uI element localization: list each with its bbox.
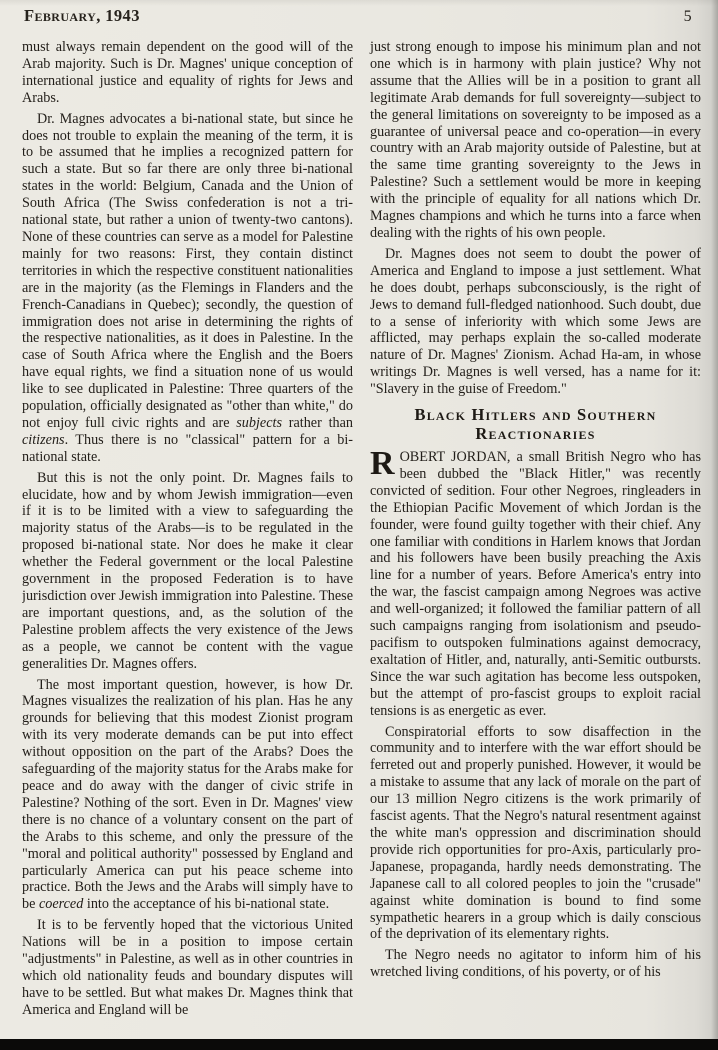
text-run: OBERT JORDAN, a small British Negro who has been dubbed the "Black Hitler," was recently convicted of sedition. Four other Negroes, ringleaders in the Ethiopian Pacific Movement of which Jordan is the founder, were found guilty together with their chief. Any one familiar with conditions in Harlem knows that Jordan and his followers have been busily preaching the Axis line for a number of years. Before America's entry into the war, the fascist campaign among Negroes was active and well-organized; it followed the familiar pattern of all such campaigns ranging from isolationism and pseudo-pacifism to outspoken fulminations against democracy, exaltation of Hitler, and, naturally, anti-Semitic outbursts. Since the war such agitation has become less outspoken, but the attempt of pro-fascist groups to exploit racial tensions is as energetic as ever. bbox=[370, 449, 701, 719]
paragraph bbox=[22, 470, 353, 673]
paragraph bbox=[370, 39, 701, 242]
text-run: Dr. Magnes advocates a bi-national state, but since he does not trouble to explain the meaning of the term, it is to be assumed that he implies a recognized pattern for such a state. But so far there are only three bi-national states in the world: Belgium, Canada and the Union of South Africa (The Swiss confederation is not a tri-national state, but rather a union of twenty-two cantons). None of these countries can serve as a model for Palestine mainly for two reasons: First, they contain distinct territories in which the respective constituent nationalities are in the majority (as the Flemings in Flanders and the French-Canadians in Quebec); secondly, the question of immigration does not arise in determining the rights of the respective nationalities, as it does in Palestine. In the case of South Africa where the English and the Boers have equal rights, we find a situation none of us would like to see duplicated in Palestine: Three quarters of the population, officially designated as "other than white," do not enjoy full civic rights and are bbox=[22, 110, 353, 431]
right-column bbox=[370, 39, 701, 1035]
text-run: . Thus there is no "classical" pattern for a bi-national state. bbox=[22, 431, 353, 465]
text-run: But this is not the only point. Dr. Magnes fails to elucidate, how and by whom Jewish immigration—even if it is to be limited with a view to safeguarding the majority status of the Arabs—is to be regulated in the proposed bi-national state. Nor does he make it clear whether the Federal government or the local Palestine government in the proposed Federation is to have jurisdiction over Jewish immigration into Palestine. These are important questions, and, as the solution of the Palestine problem affects the very existence of the Jews as a people, we cannot be content with the vague generalities Dr. Magnes offers. bbox=[22, 469, 353, 672]
text-run: citizens bbox=[22, 431, 65, 448]
paragraph bbox=[22, 677, 353, 914]
text-run: must always remain dependent on the good will of the Arab majority. Such is Dr. Magnes' unique conception of international justice and equality of rights for Jews and Arabs. bbox=[22, 39, 353, 106]
drop-cap: R bbox=[370, 445, 395, 483]
left-column bbox=[22, 39, 353, 1035]
text-run: The most important question, however, is how Dr. Magnes visualizes the realization of his plan. Has he any grounds for believing that this modest Zionist program with its very moderate demands can be put into effect without opposition on the part of the Arabs? Does the safeguarding of the majority status for the Arabs make for peace and do away with the danger of civic strife in Palestine? Nothing of the sort. Even in Dr. Magnes' view there is no chance of a voluntary consent on the part of the Arabs to this scheme, and only the pressure of the "moral and political authority" possessed by England and particularly America can put his peace scheme into practice. Both the Jews and the Arabs will simply have to be bbox=[22, 676, 353, 913]
two-column-body bbox=[22, 39, 701, 1035]
section-heading-line: Reactionaries bbox=[475, 424, 596, 444]
paragraph bbox=[22, 917, 353, 1018]
text-run: Conspiratorial efforts to sow disaffection in the community and to interfere with the war effort should be ferreted out and properly punished. However, it would be a mistake to assume that any lack of morale on the part of our 13 million Negro citizens is the work primarily of fascist agents. That the Negro's natural resentment against the white man's oppression and discrimination should provide rich opportunities for pro-Axis, particularly pro-Japanese, propaganda, hardly needs demonstrating. The Japanese call to all colored peoples to join the "crusade" against white domination is bound to find some sympathetic hearers in a group which is daily conscious of the deprivation of its elementary rights. bbox=[370, 723, 701, 943]
text-run: The Negro needs no agitator to inform him of his wretched living conditions, of his poverty, or of his bbox=[370, 947, 701, 981]
page-header bbox=[24, 6, 692, 26]
text-run: subjects bbox=[236, 414, 282, 431]
scan-edge-shadow bbox=[711, 0, 718, 1050]
text-run: It is to be fervently hoped that the victorious United Nations will be in a position to impose certain "adjustments" in Palestine, as well as in other countries in which old nationality feuds and boundary disputes will have to be settled. But what makes Dr. Magnes think that America and England will be bbox=[22, 917, 353, 1018]
paragraph bbox=[370, 947, 701, 981]
text-run: rather than bbox=[282, 414, 353, 431]
paragraph bbox=[370, 445, 701, 720]
section-heading bbox=[370, 405, 701, 443]
page-number: 5 bbox=[683, 8, 692, 25]
text-run: just strong enough to impose his minimum plan and not one which is in harmony with plain justice? Why not assume that the Allies will be in a position to grant all legitimate Arab demands for full sovereignty—subject to the general limitations on sovereignty to be imposed as a guarantee of universal peace and co-operation—in every country with an Arab majority outside of Palestine, but at the same time granting sovereignty to the Jews in Palestine? Such a settlement would be more in keeping with the principle of equality for all nations which Dr. Magnes champions and which he turns into a farce when dealing with the rights of his own people. bbox=[370, 39, 701, 241]
header-date: February, 1943 bbox=[24, 6, 140, 25]
section-heading-line: Black Hitlers and Southern bbox=[414, 405, 657, 425]
text-run: into the acceptance of his bi-national state. bbox=[83, 896, 330, 913]
paragraph bbox=[22, 111, 353, 466]
paragraph bbox=[22, 39, 353, 107]
text-run: coerced bbox=[38, 896, 84, 913]
paragraph bbox=[370, 246, 701, 398]
bottom-scan-bar bbox=[0, 1039, 718, 1050]
text-run: Dr. Magnes does not seem to doubt the power of America and England to impose a just settlement. What he does doubt, perhaps subconsciously, is the right of Jews to demand full-fledged nationhood. Such doubt, due to a sense of inferiority with which some Jews are afflicted, may perhaps explain the so-called moderate nature of Dr. Magnes' Zionism. Achad Ha-am, in whose writings Dr. Magnes is well versed, has a name for it: "Slavery in the guise of Freedom." bbox=[370, 245, 701, 398]
paragraph bbox=[370, 724, 701, 944]
